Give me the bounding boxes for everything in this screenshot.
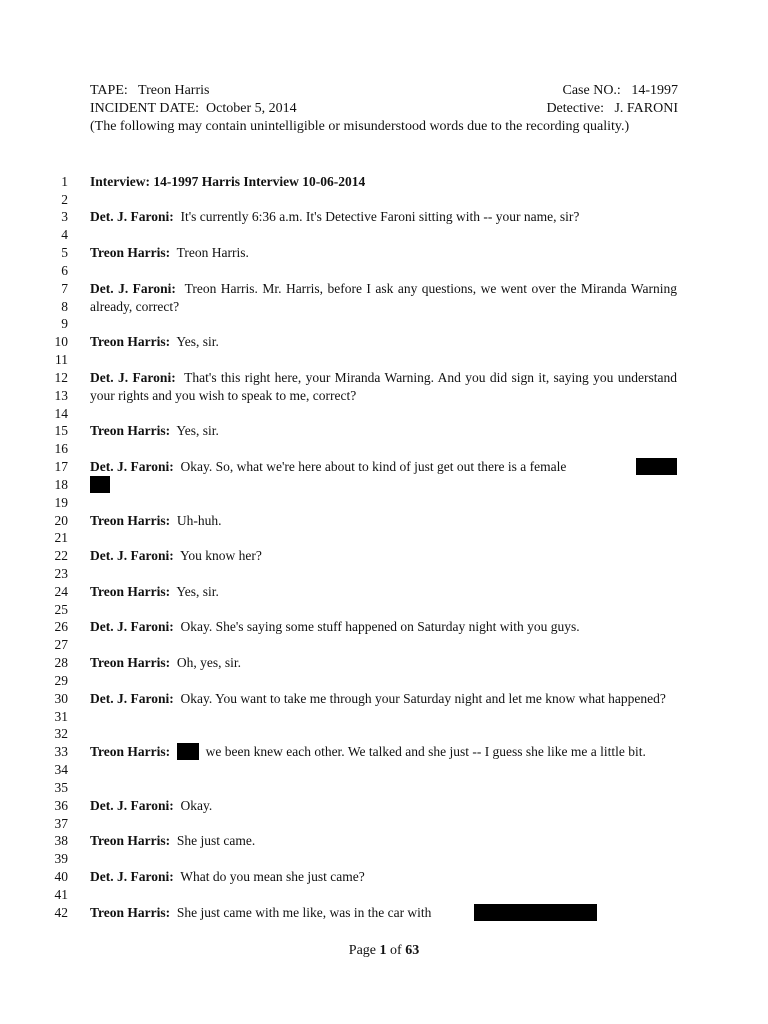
line-number: 40 — [54, 869, 68, 884]
speaker-label: Treon Harris: — [90, 905, 171, 920]
line-number: 10 — [54, 334, 68, 349]
redaction-bar — [636, 458, 677, 475]
line-number: 1 — [61, 174, 68, 189]
incident-value: October 5, 2014 — [206, 101, 297, 116]
utterance: What do you mean she just came? — [180, 869, 365, 884]
tape-value: Treon Harris — [138, 83, 210, 98]
line-number: 4 — [61, 227, 68, 242]
line-number: 34 — [54, 762, 68, 777]
utterance: That's this right here, your Miranda Warning. And you did sign it, saying you understand your rights and you wish to speak to me, correct? — [90, 370, 677, 403]
line-number: 32 — [54, 726, 68, 741]
line-number: 13 — [54, 388, 68, 403]
case-number-line — [563, 82, 679, 100]
line-number: 21 — [54, 530, 68, 545]
utterance: Oh, yes, sir. — [176, 655, 241, 670]
utterance: Yes, sir. — [176, 334, 219, 349]
line-number: 26 — [54, 619, 68, 634]
utterance: She just came. — [176, 833, 256, 848]
line-number: 36 — [54, 798, 68, 813]
line-number: 31 — [54, 709, 68, 724]
utterance: Okay. You want to take me through your Saturday night and let me know what happened? — [180, 691, 666, 706]
utterance: Treon Harris. Mr. Harris, before I ask any questions, we went over the Miranda Warning already, correct? — [90, 281, 677, 314]
line-number: 29 — [54, 673, 68, 688]
detective-line — [546, 100, 678, 118]
line-number: 9 — [61, 316, 68, 331]
transcript-block — [90, 244, 677, 262]
utterance: Okay. So, what we're here about to kind of just get out there is a female — [180, 459, 567, 474]
line-number: 6 — [61, 263, 68, 278]
transcript-block — [90, 583, 677, 601]
speaker-label: Treon Harris: — [90, 334, 171, 349]
line-number: 17 — [54, 459, 68, 474]
transcript-block — [90, 868, 677, 886]
line-number: 25 — [54, 602, 68, 617]
line-number: 35 — [54, 780, 68, 795]
speaker-label: Treon Harris: — [90, 833, 171, 848]
speaker-label: Treon Harris: — [90, 423, 171, 438]
speaker-label: Det. J. Faroni: — [90, 209, 174, 224]
utterance: She just came with me like, was in the car with — [176, 905, 432, 920]
transcript-block — [90, 369, 677, 405]
line-number: 5 — [61, 245, 68, 260]
transcript-block — [90, 458, 677, 476]
transcript-block — [90, 618, 677, 636]
incident-label: INCIDENT DATE: — [90, 101, 200, 116]
page-footer — [0, 942, 768, 960]
detective-label: Detective: — [546, 101, 604, 116]
speaker-label: Det. J. Faroni: — [90, 691, 174, 706]
line-number: 27 — [54, 637, 68, 652]
utterance: Uh-huh. — [176, 513, 222, 528]
line-number: 19 — [54, 495, 68, 510]
line-number: 39 — [54, 851, 68, 866]
utterance: You know her? — [180, 548, 262, 563]
utterance: Okay. — [180, 798, 213, 813]
speaker-label: Det. J. Faroni: — [90, 798, 174, 813]
speaker-label: Treon Harris: — [90, 245, 171, 260]
line-number: 16 — [54, 441, 68, 456]
recording-disclaimer: (The following may contain unintelligible or misunderstood words due to the recording quality.) — [90, 119, 630, 134]
transcript-block — [90, 512, 677, 530]
transcript-block — [90, 690, 677, 708]
line-number: 22 — [54, 548, 68, 563]
speaker-label: Det. J. Faroni: — [90, 370, 176, 385]
utterance: Okay. She's saying some stuff happened on Saturday night with you guys. — [180, 619, 580, 634]
interview-title: Interview: 14-1997 Harris Interview 10-06-2014 — [90, 174, 366, 189]
line-number: 42 — [54, 905, 68, 920]
of-label: of — [390, 943, 402, 958]
speaker-label: Det. J. Faroni: — [90, 619, 174, 634]
line-number: 7 — [61, 281, 68, 296]
page-label: Page — [348, 943, 377, 958]
transcript-block — [90, 208, 677, 226]
line-number: 18 — [54, 477, 68, 492]
speaker-label: Treon Harris: — [90, 655, 171, 670]
detective-value: J. FARONI — [614, 101, 678, 116]
line-number: 11 — [55, 352, 68, 367]
line-number: 20 — [54, 513, 68, 528]
line-number: 23 — [54, 566, 68, 581]
line-number: 38 — [54, 833, 68, 848]
incident-date-line — [90, 100, 297, 118]
case-value: 14-1997 — [631, 83, 678, 98]
transcript-block — [90, 797, 677, 815]
speaker-label: Det. J. Faroni: — [90, 548, 174, 563]
line-number: 24 — [54, 584, 68, 599]
speaker-label: Treon Harris: — [90, 744, 171, 759]
utterance: Yes, sir. — [176, 423, 219, 438]
page-total: 63 — [405, 943, 420, 958]
utterance: we been knew each other. We talked and she just -- I guess she like me a little bit. — [205, 744, 646, 759]
redaction-bar — [177, 743, 199, 760]
line-number: 14 — [54, 406, 68, 421]
speaker-label: Det. J. Faroni: — [90, 459, 174, 474]
utterance: Yes, sir. — [176, 584, 219, 599]
line-number: 12 — [54, 370, 68, 385]
transcript-block — [90, 547, 677, 565]
transcript-block — [90, 422, 677, 440]
line-number: 37 — [54, 816, 68, 831]
line-number: 8 — [61, 299, 68, 314]
transcript-block — [90, 743, 677, 761]
line-number: 30 — [54, 691, 68, 706]
redaction-bar — [474, 904, 597, 921]
speaker-label: Treon Harris: — [90, 513, 171, 528]
redaction-bar — [90, 476, 110, 493]
speaker-label: Det. J. Faroni: — [90, 869, 174, 884]
line-number: 2 — [61, 192, 68, 207]
transcript-block — [90, 280, 677, 316]
transcript-block — [90, 333, 677, 351]
case-label: Case NO.: — [562, 83, 621, 98]
utterance: Treon Harris. — [176, 245, 249, 260]
line-number: 33 — [54, 744, 68, 759]
line-number: 28 — [54, 655, 68, 670]
tape-line — [90, 82, 209, 100]
speaker-label: Treon Harris: — [90, 584, 171, 599]
transcript-block — [90, 654, 677, 672]
line-number: 15 — [54, 423, 68, 438]
line-number: 41 — [54, 887, 68, 902]
utterance: It's currently 6:36 a.m. It's Detective Faroni sitting with -- your name, sir? — [180, 209, 580, 224]
transcript-block — [90, 832, 677, 850]
page-number: 1 — [379, 943, 387, 958]
tape-label: TAPE: — [90, 83, 128, 98]
line-number: 3 — [61, 209, 68, 224]
speaker-label: Det. J. Faroni: — [90, 281, 176, 296]
